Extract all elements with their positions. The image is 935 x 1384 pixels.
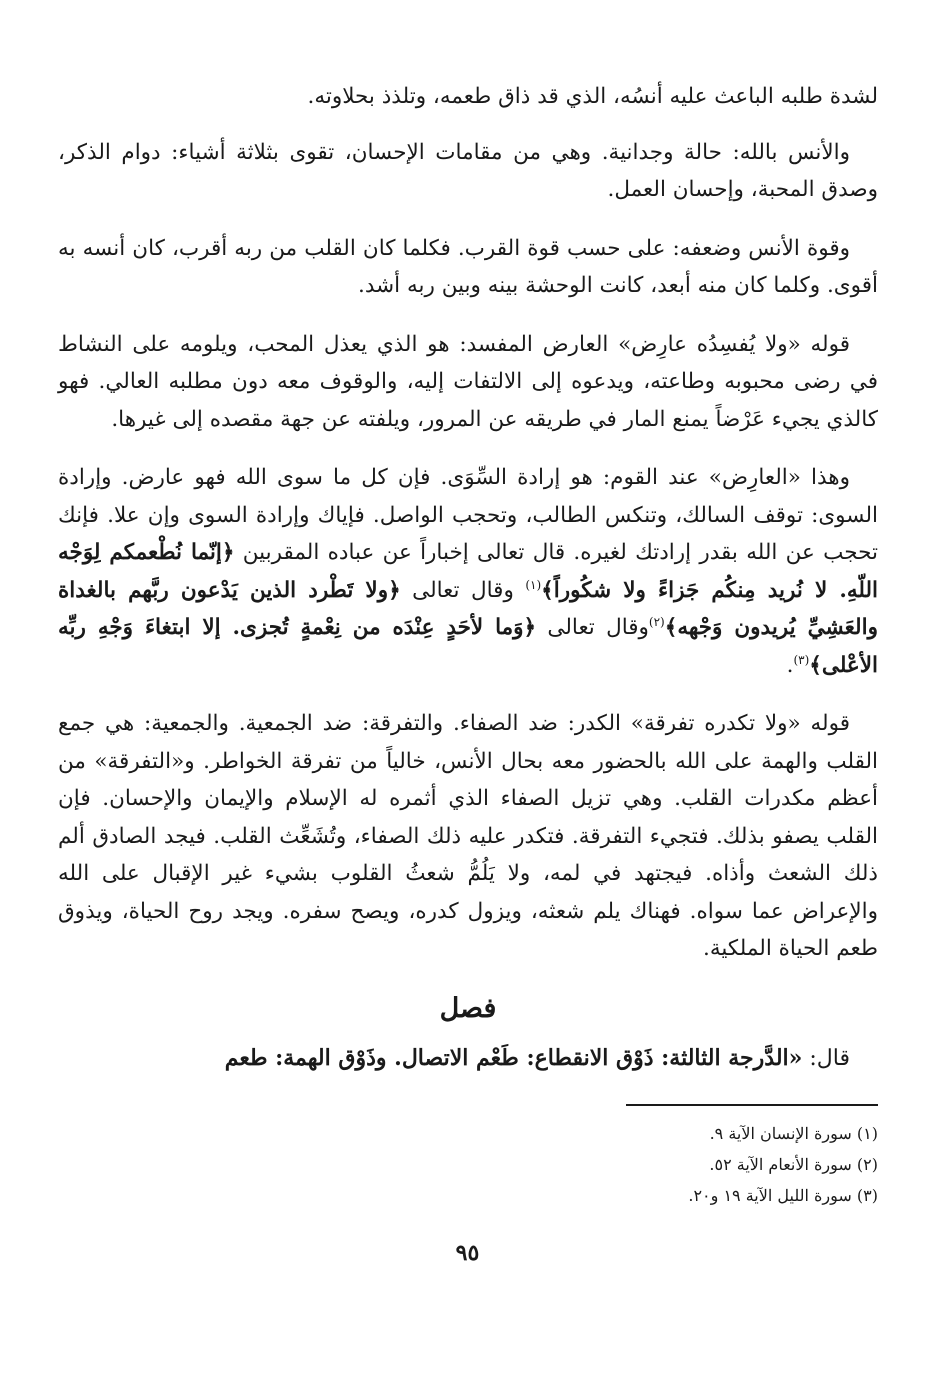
paragraph-5-mid-1: وقال تعالى	[400, 577, 526, 603]
section-line-lead: قال:	[802, 1045, 850, 1071]
paragraph-4: قوله «ولا يُفسِدُه عارِض» العارض المفسد: هو الذي يعذل المحب، ويلومه على النشاط في رضى محبوبه وطاعته، ويدعوه إلى الالتفات إليه، والوقوف معه دون مطلبه العالي. فهو كالذي يجيء عَرْضاً يمنع المار في طريقه عن المرور، ويلفته عن جهة مقصده إلى غيرها.	[58, 331, 878, 432]
section-first-line	[58, 1039, 878, 1078]
footnote-divider	[626, 1104, 878, 1106]
paragraph-2: والأنس بالله: حالة وجدانية. وهي من مقامات الإحسان، تقوى بثلاثة أشياء: دوام الذكر، وصدق المحبة، وإحسان العمل.	[58, 139, 878, 202]
footnote-1: (١) سورة الإنسان الآية ٩.	[709, 1124, 878, 1143]
paragraph-3: وقوة الأنس وضعفه: على حسب قوة القرب. فكلما كان القلب من ربه أقرب، كان أنسه به أقوى. وكلما كان منه أبعد، كانت الوحشة بينه وبين ربه أشد.	[58, 235, 878, 298]
paragraph-6: قوله «ولا تكدره تفرقة» الكدر: ضد الصفاء. والتفرقة: ضد الجمعية. والجمعية: هي جمع القلب والهمة على الله بالحضور معه بحال الأنس، خالياً من تفرقة الخواطر. و«التفرقة» من أعظم مكدرات القلب. وهي تزيل الصفاء الذي أثمره له الإسلام والإيمان والإحسان. فإن القلب يصفو بذلك. فتجيء التفرقة. فتكدر عليه ذلك الصفاء، وتُشَعِّث القلب. فيجد الصادق ألم ذلك الشعث وأذاه. فيجتهد في لمه، ولا يَلُمُّ شعثُ القلوب بشيء غير الإقبال على الله والإعراض عما سواه. فهناك يلم شعثه، ويزول كدره، ويصح سفره. ويجد روح الحياة، ويذوق طعم الحياة الملكية.	[58, 711, 878, 961]
quran-verse-1: ﴿إنّما نُطْعمكم لِوَجْه اللّهِ. لا نُريد مِنكُم جَزاءً ولا شكُوراً﴾	[58, 540, 878, 603]
footnote-2: (٢) سورة الأنعام الآية ٥٢.	[709, 1155, 878, 1174]
paragraph-5-mid-2: وقال تعالى	[536, 615, 649, 640]
page-number: ٩٥	[455, 1240, 480, 1266]
paragraph-5-intro: وهذا «العارِض» عند القوم: هو إرادة السِّوَى. فإن كل ما سوى الله فهو عارض. وإرادة السوى: توقف السالك، وتنكس الطالب، وتحجب الواصل. فإياك وإرادة السوى وإن علا. فإنك تحجب عن الله بقدر إرادتك لغيره. قال تعالى إخباراً عن عباده المقربين	[58, 465, 878, 565]
footnote-ref-3: (٣)	[793, 652, 810, 667]
paragraph-5	[58, 459, 878, 684]
footnote-ref-1: (١)	[525, 577, 542, 592]
paragraph-5-end: .	[786, 652, 794, 678]
section-title: فصل	[439, 992, 497, 1024]
footnote-ref-2: (٢)	[648, 614, 665, 629]
section-line-bold: «الدَّرجة الثالثة: ذَوْق الانقطاع: طَعْم الاتصال. وذَوْق الهمة: طعم	[224, 1044, 803, 1071]
page-body	[58, 78, 878, 1078]
footnote-3: (٣) سورة الليل الآية ١٩ و٢٠.	[688, 1186, 878, 1205]
quran-verse-3: ﴿وَما لأحَدٍ عِنْدَه من نِعْمةٍ تُجزى. إلا ابتغاءَ وَجْهِ ربِّه الأعْلى﴾	[58, 615, 878, 678]
quran-verse-2: ﴿ولا تَطْرد الذين يَدْعون ربَّهم بالغداة والعَشِيِّ يُريدون وَجْهه﴾	[58, 577, 878, 640]
footnotes	[478, 1118, 878, 1211]
paragraph-1: لشدة طلبه الباعث عليه أنسُه، الذي قد ذاق طعمه، وتلذذ بحلاوته.	[307, 84, 878, 109]
